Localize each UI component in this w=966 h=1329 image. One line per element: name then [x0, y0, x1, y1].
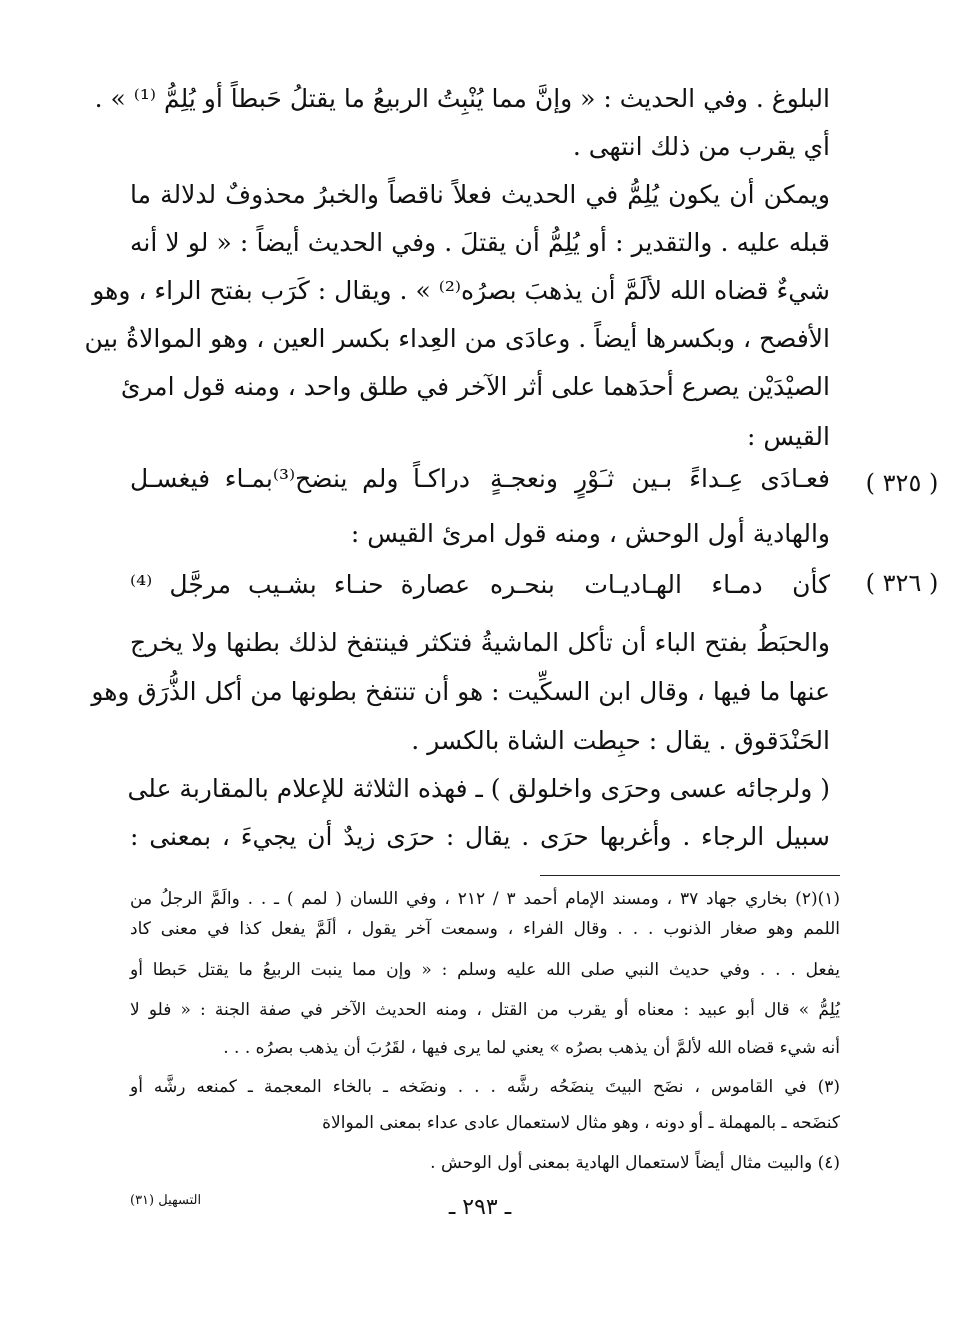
body-line: ويمكن أن يكون يُلِمُّ في الحديث فعلاً ناقصاً والخبرُ محذوفٌ لدلالة ما	[130, 180, 830, 209]
body-line: عنها ما فيها ، وقال ابن السكِّيت : هو أن تنتفخ بطونها من أكل الذُّرَق وهو	[91, 677, 830, 706]
footnote-line: كنضَحه ـ بالمهملة ـ أو دونه ، وهو مثال لاستعمال عادى عداء بمعنى الموالاة	[322, 1113, 840, 1133]
verse-number: ( ٣٢٥ )	[865, 469, 939, 497]
footnote-line: يُلِمُّ » قال أبو عبيد : معناه أو يقرب من القتل ، ومنه الحديث الآخر في صفة الجنة : « فلو لا	[130, 1000, 840, 1020]
footnote-line: أنه شيء قضاه الله لألمَّ أن يذهب بصرُه » يعني لما يرى فيها ، لقَرُبَ أن يذهب بصرُه . . .	[223, 1038, 840, 1058]
footnote-line: يفعل . . . وفي حديث النبي صلى الله عليه وسلم : « وإن مما ينبت الربيعُ ما يقتل حَبطا أو	[130, 960, 840, 980]
body-line: شيءٌ قضاه الله لألَمَّ أن يذهبَ بصرُه⁽²⁾ » . ويقال : كَرَب بفتح الراء ، وهو	[92, 276, 830, 305]
footnote-line: اللمم وهو صغار الذنوب . . . وقال الفراء ، وسمعت آخر يقول ، ألَمَّ يفعل كذا في معنى كاد	[130, 919, 840, 939]
verse-hemistich-second: عصارة حنـاء بشـيب مرجَّل ⁽⁴⁾	[130, 570, 470, 599]
body-line: قبله عليه . والتقدير : أو يُلِمُّ أن يقتلَ . وفي الحديث أيضاً : « لو لا أنه	[130, 228, 830, 257]
verse-hemistich-first: كأن دمـاء الهـاديـات بنحـره	[490, 570, 830, 599]
verse-hemistich-first: فعـادَى عِـداءً بـين ثـَوْرٍ ونعجـةٍ	[490, 464, 830, 493]
body-line: البلوغ . وفي الحديث : « وإنَّ مما يُنْبِتُ الربيعُ ما يقتلُ حَبطاً أو يُلِمُّ ⁽¹⁾ » .	[94, 84, 830, 113]
body-line: الحَنْدَقوق . يقال : حبِطت الشاة بالكسر .	[411, 726, 830, 755]
page-number: ـ ٢٩٣ ـ	[448, 1195, 512, 1220]
body-line: أي يقرب من ذلك انتهى .	[572, 132, 830, 161]
body-line: الصيْدَيْن يصرع أحدَهما على أثر الآخر في طلق واحد ، ومنه قول امرئ	[120, 372, 830, 401]
footnote-line: (١)(٢) بخاري جهاد ٣٧ ، ومسند الإمام أحمد ٣ / ٢١٢ ، وفي اللسان ( لمم ) ـ . . والَمَّ الرجلُ من	[130, 889, 840, 909]
body-line: والحبَطُ بفتح الباء أن تأكل الماشيةُ فتكثر فينتفخ لذلك بطنها ولا يخرج	[130, 628, 830, 657]
footnote-line: (٤) والبيت مثال أيضاً لاستعمال الهادية بمعنى أول الوحش .	[430, 1153, 840, 1173]
body-line: القيس :	[747, 422, 830, 451]
verse-number: ( ٣٢٦ )	[865, 569, 939, 597]
signature-mark: التسهيل (٣١)	[130, 1193, 202, 1208]
verse-hemistich-second: دراكـاً ولم ينضح⁽³⁾بمـاء فيغسـل	[130, 464, 470, 493]
body-line: الأفصح ، وبكسرها أيضاً . وعادَى من العِداء بكسر العين ، وهو الموالاةُ بين	[84, 324, 830, 353]
footnote-separator	[540, 875, 840, 876]
body-line: ( ولرجائه عسى وحرَى واخلولق ) ـ فهذه الثلاثة للإعلام بالمقاربة على	[127, 774, 830, 803]
body-line: سبيل الرجاء . وأغربها حرَى . يقال : حرَى زيدٌ أن يجيءَ ، بمعنى :	[130, 822, 830, 851]
footnote-line: (٣) في القاموس ، نضَح البيتَ ينضَحُه رشَّه . . . ونضَخه ـ بالخاء المعجمة ـ كمنعه رشَّه أو	[130, 1077, 840, 1097]
body-line: والهادية أول الوحش ، ومنه قول امرئ القيس :	[350, 519, 830, 548]
